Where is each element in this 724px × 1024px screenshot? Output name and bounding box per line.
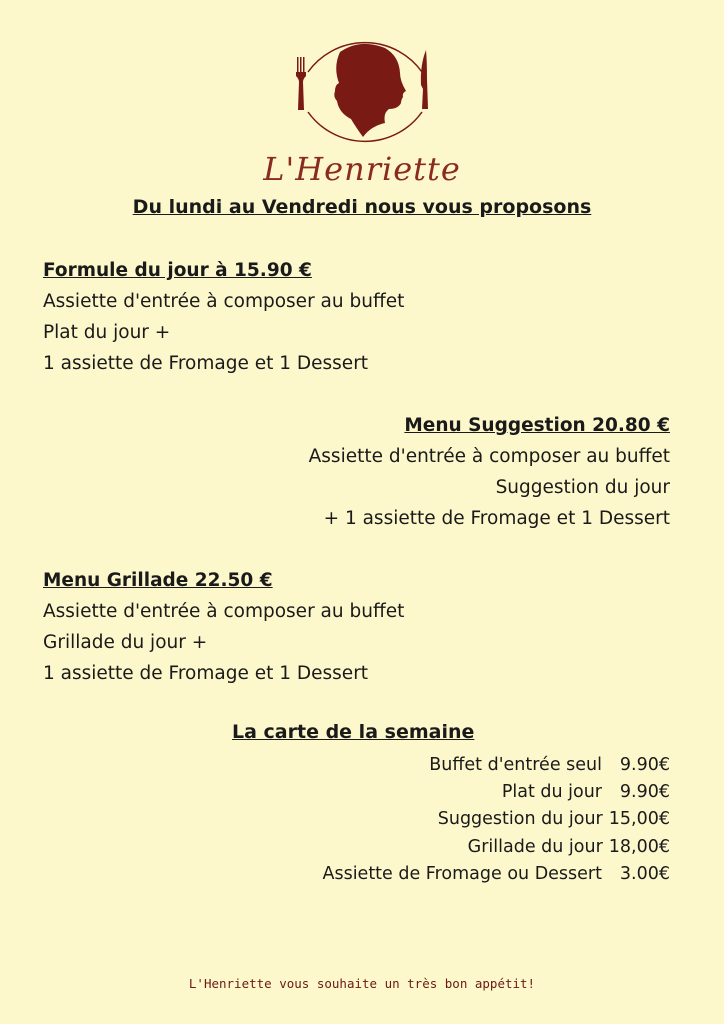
footer-message: L'Henriette vous souhaite un très bon appétit! <box>188 976 536 991</box>
carte-item <box>322 834 670 861</box>
formule-du-jour <box>43 255 404 379</box>
carte-item-name: Grillade du jour <box>467 836 603 857</box>
carte-item-name: Buffet d'entrée seul <box>429 755 602 775</box>
formule-line: 1 assiette de Fromage et 1 Dessert <box>43 353 369 374</box>
carte-item-price: 9.90€ <box>619 755 670 775</box>
formule-line: + 1 assiette de Fromage et 1 Dessert <box>323 508 670 529</box>
carte-item-name: Assiette de Fromage ou Dessert <box>322 863 602 884</box>
brand-name: L'Henriette <box>263 150 461 188</box>
formule-line: Plat du jour + <box>43 322 171 343</box>
formule-line: Assiette d'entrée à composer au buffet <box>43 601 405 622</box>
formule-title: Formule du jour à 15.90 € <box>43 260 312 281</box>
carte-item <box>322 806 670 833</box>
menu-grillade <box>43 565 404 689</box>
menu-suggestion <box>309 410 670 534</box>
carte-item-name: Suggestion du jour <box>437 809 603 830</box>
carte-item-name: Plat du jour <box>501 782 602 803</box>
formule-line: Assiette d'entrée à composer au buffet <box>308 446 670 467</box>
carte-item <box>322 779 670 806</box>
carte-item <box>322 861 670 888</box>
formule-line: Suggestion du jour <box>495 477 670 498</box>
formule-title: Menu Grillade 22.50 € <box>43 570 273 591</box>
formule-title: Menu Suggestion 20.80 € <box>404 415 670 436</box>
carte-item-price: 18,00€ <box>608 836 670 857</box>
carte-list <box>322 752 670 888</box>
carte-title: La carte de la semaine <box>232 721 475 743</box>
carte-item-price: 9.90€ <box>619 782 670 803</box>
formule-line: 1 assiette de Fromage et 1 Dessert <box>43 663 369 684</box>
carte-item-price: 3.00€ <box>619 863 670 884</box>
formule-line: Assiette d'entrée à composer au buffet <box>43 291 405 312</box>
headline: Du lundi au Vendredi nous vous proposons <box>132 196 592 218</box>
carte-item-price: 15,00€ <box>608 809 670 830</box>
carte-item <box>322 752 670 779</box>
formule-line: Grillade du jour + <box>43 632 208 653</box>
